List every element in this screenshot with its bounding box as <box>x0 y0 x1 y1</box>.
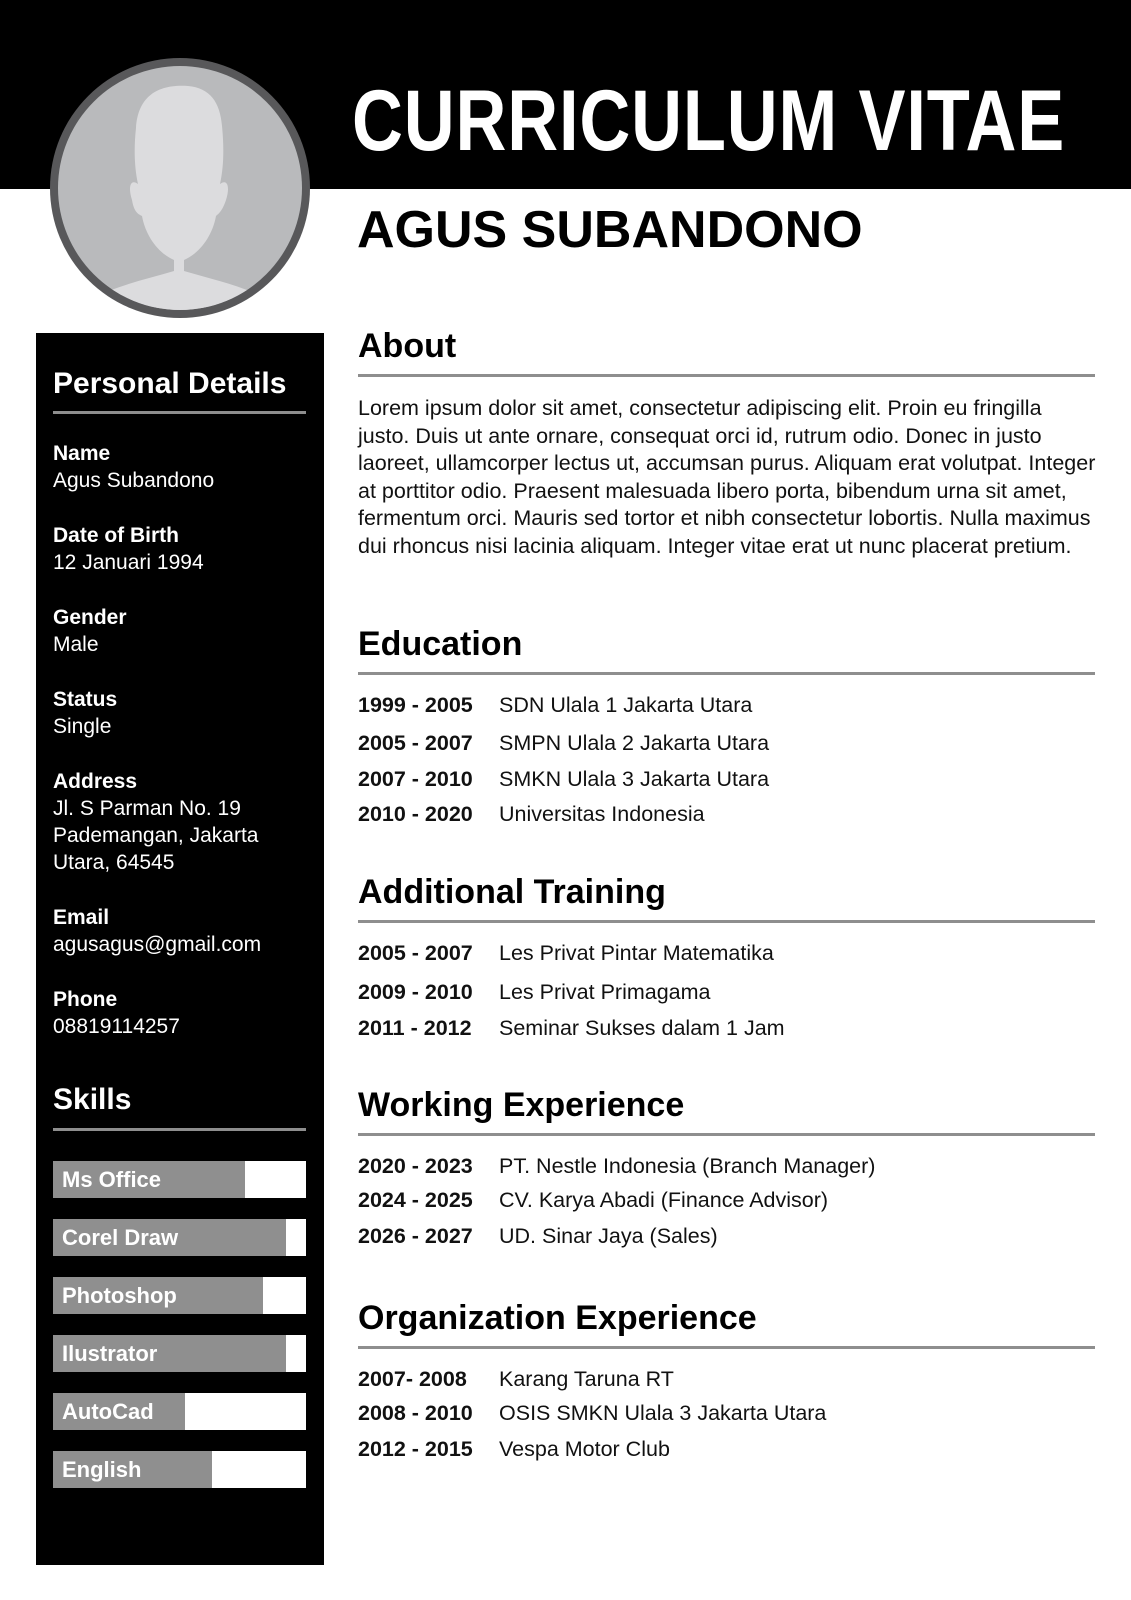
entry-text: CV. Karya Abadi (Finance Advisor) <box>499 1188 829 1212</box>
list-item <box>358 979 711 1005</box>
skill-name: Corel Draw <box>62 1225 179 1250</box>
entry-text: SMKN Ulala 3 Jakarta Utara <box>499 767 770 791</box>
entry-text: UD. Sinar Jaya (Sales) <box>499 1224 718 1248</box>
entry-text: Seminar Sukses dalam 1 Jam <box>499 1016 785 1040</box>
entry-text: Karang Taruna RT <box>499 1367 674 1391</box>
entry-text: Vespa Motor Club <box>499 1437 670 1461</box>
divider <box>53 1128 306 1131</box>
list-item <box>358 1153 875 1179</box>
entry-years: 2020 - 2023 <box>358 1154 473 1178</box>
detail-label: Status <box>53 688 118 711</box>
list-item <box>358 1366 674 1392</box>
organization-heading: Organization Experience <box>358 1299 757 1337</box>
entry-text: Les Privat Primagama <box>499 980 711 1004</box>
list-item <box>358 1223 718 1249</box>
entry-years: 2010 - 2020 <box>358 802 473 826</box>
person-silhouette-icon <box>58 66 302 310</box>
detail-value: 08819114257 <box>53 1015 180 1038</box>
skill-name: English <box>62 1457 142 1482</box>
detail-email <box>53 904 313 958</box>
detail-phone <box>53 986 313 1040</box>
detail-value: Male <box>53 633 99 656</box>
detail-value: Single <box>53 715 112 738</box>
personal-details-heading: Personal Details <box>53 367 287 400</box>
list-item <box>358 1400 826 1426</box>
entry-years: 2007 - 2010 <box>358 767 473 791</box>
skill-bar <box>53 1335 306 1372</box>
skill-bar <box>53 1219 306 1256</box>
entry-text: Universitas Indonesia <box>499 802 705 826</box>
entry-years: 2026 - 2027 <box>358 1224 473 1248</box>
list-item <box>358 1187 828 1213</box>
entry-years: 2007- 2008 <box>358 1367 467 1391</box>
divider <box>358 920 1095 923</box>
list-item <box>358 1436 670 1462</box>
divider <box>358 1346 1095 1349</box>
entry-text: Les Privat Pintar Matematika <box>499 941 774 965</box>
detail-value: agusagus@gmail.com <box>53 933 262 956</box>
about-text: Lorem ipsum dolor sit amet, consectetur adipiscing elit. Proin eu fringilla justo. Duis ut ante ornare, consequat orci id, rutrum odio. Donec in justo laoreet, ullamcorper lectus ut, accumsan purus. Aliquam erat volutpat. Integer at porttitor odio. Praesent malesuada libero porta, bibendum urna sit amet, fermentum orci. Mauris sed tortor et nibh consectetur lobortis. Nulla maximus dui rhoncus nisi lacinia aliquam. Integer vitae erat ut nunc placerat pretium. <box>358 396 1096 558</box>
entry-years: 2011 - 2012 <box>358 1016 472 1040</box>
entry-years: 2008 - 2010 <box>358 1401 473 1425</box>
skill-name: Photoshop <box>62 1283 177 1308</box>
detail-value: Agus Subandono <box>53 469 215 492</box>
skill-bar <box>53 1393 306 1430</box>
detail-date-of-birth <box>53 522 313 576</box>
detail-label: Email <box>53 906 110 929</box>
skill-bar <box>53 1277 306 1314</box>
work-heading: Working Experience <box>358 1086 685 1124</box>
skill-bar <box>53 1161 306 1198</box>
entry-years: 2009 - 2010 <box>358 980 473 1004</box>
detail-label: Phone <box>53 988 118 1011</box>
detail-status <box>53 686 313 740</box>
entry-years: 2012 - 2015 <box>358 1437 473 1461</box>
entry-years: 2024 - 2025 <box>358 1188 473 1212</box>
entry-text: SDN Ulala 1 Jakarta Utara <box>499 693 753 717</box>
skill-name: Ms Office <box>62 1167 162 1192</box>
entry-years: 2005 - 2007 <box>358 731 473 755</box>
skill-name: Ilustrator <box>62 1341 158 1366</box>
detail-gender <box>53 604 313 658</box>
entry-text: OSIS SMKN Ulala 3 Jakarta Utara <box>499 1401 827 1425</box>
training-heading: Additional Training <box>358 873 666 911</box>
entry-years: 2005 - 2007 <box>358 941 473 965</box>
detail-label: Date of Birth <box>53 524 179 547</box>
detail-address <box>53 768 313 876</box>
detail-value: Jl. S Parman No. 19 Pademangan, Jakarta Utara, 64545 <box>53 797 259 874</box>
person-name: AGUS SUBANDONO <box>357 201 863 259</box>
divider <box>358 672 1095 675</box>
list-item <box>358 692 752 718</box>
detail-label: Gender <box>53 606 127 629</box>
divider <box>358 374 1095 377</box>
detail-label: Address <box>53 770 138 793</box>
entry-text: SMPN Ulala 2 Jakarta Utara <box>499 731 770 755</box>
skills-heading: Skills <box>53 1083 132 1116</box>
list-item <box>358 940 774 966</box>
skill-name: AutoCad <box>62 1399 154 1424</box>
entry-years: 1999 - 2005 <box>358 693 473 717</box>
divider <box>53 411 306 414</box>
detail-value: 12 Januari 1994 <box>53 551 204 574</box>
profile-photo <box>50 58 310 318</box>
list-item <box>358 801 705 827</box>
about-heading: About <box>358 327 457 365</box>
page-title: CURRICULUM VITAE <box>352 73 1066 169</box>
sidebar <box>36 333 324 1565</box>
list-item <box>358 1015 785 1041</box>
list-item <box>358 766 769 792</box>
detail-label: Name <box>53 442 111 465</box>
detail-name <box>53 440 313 494</box>
list-item <box>358 730 769 756</box>
divider <box>358 1133 1095 1136</box>
education-heading: Education <box>358 625 523 663</box>
entry-text: PT. Nestle Indonesia (Branch Manager) <box>499 1154 876 1178</box>
skill-bar <box>53 1451 306 1488</box>
